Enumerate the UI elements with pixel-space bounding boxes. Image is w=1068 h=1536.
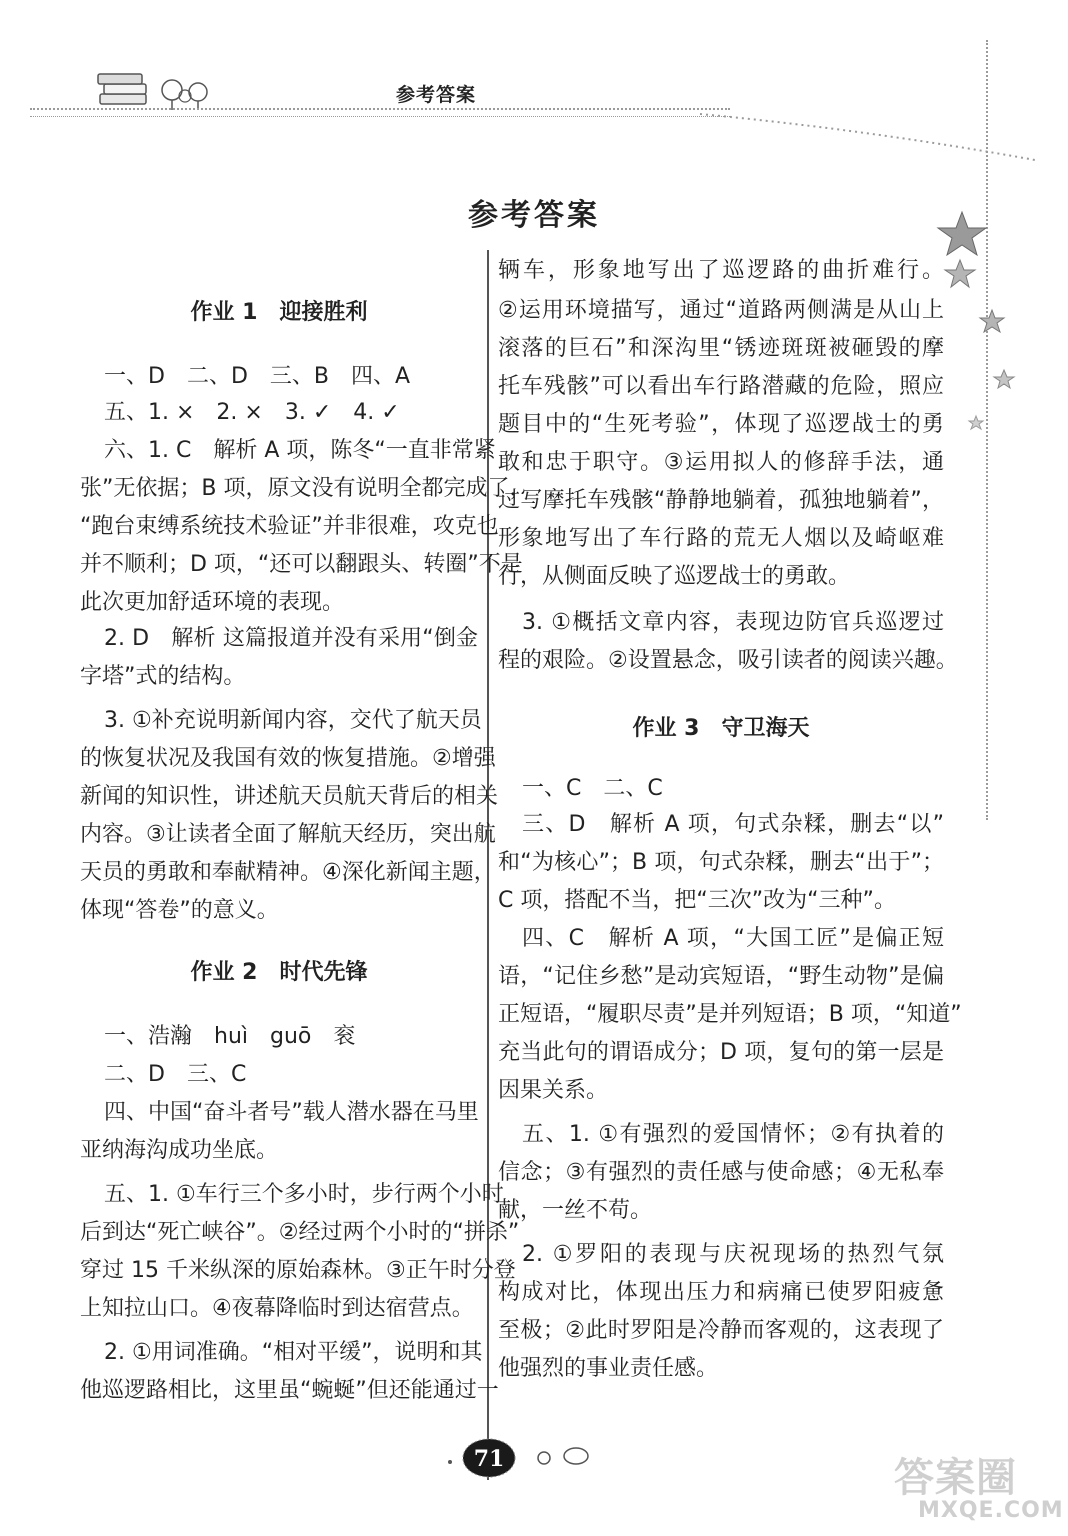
watermark-text: 答案圈 (894, 1455, 1017, 1501)
text-line: 3. ①概括文章内容，表现边防官兵巡逻过 (522, 610, 944, 635)
text-line: 五、1. ①有强烈的爱国情怀；②有执着的 (522, 1122, 944, 1147)
text-line: 行，从侧面反映了巡逻战士的勇敢。 (498, 564, 851, 589)
text-line: 的恢复状况及我国有效的恢复措施。②增强 (80, 746, 496, 771)
text-line: 五、1. ①车行三个多小时，步行两个小时 (104, 1182, 504, 1207)
text-line: 他强烈的事业责任感。 (498, 1356, 719, 1381)
text-line: 此次更加舒适环境的表现。 (80, 590, 345, 615)
text-line: 敢和忠于职守。③运用拟人的修辞手法，通 (498, 450, 944, 475)
text-line: 张”无依据；B 项，原文没有说明全都完成了， (80, 476, 532, 501)
text-line: 一、浩瀚 huì guō 衮 (104, 1024, 356, 1049)
text-line: 一、C 二、C (522, 776, 663, 801)
text-line: 穿过 15 千米纵深的原始森林。③正午时分登 (80, 1258, 516, 1283)
text-line: 五、1. × 2. × 3. ✓ 4. ✓ (104, 400, 400, 425)
text-line: 四、中国“奋斗者号”载人潜水器在马里 (104, 1100, 479, 1125)
header-curve-line (700, 100, 1040, 170)
text-line: 内容。③让读者全面了解航天经历，突出航 (80, 822, 496, 847)
text-line: 上知拉山口。④夜幕降临时到达宿营点。 (80, 1296, 474, 1321)
watermark-logo (888, 1446, 1064, 1530)
page-number: 71 (473, 1446, 505, 1472)
text-line: “跑台束缚系统技术验证”并非很难，攻克也 (80, 514, 499, 539)
text-line: ②运用环境描写，通过“道路两侧满是从山上 (498, 298, 944, 323)
text-line: 构成对比，体现出压力和病痛已使罗阳疲惫 (498, 1280, 944, 1305)
text-line: 和“为核心”；B 项，句式杂糅，删去“出于”； (498, 850, 944, 875)
text-line: 辆车，形象地写出了巡逻路的曲折难行。 (498, 258, 944, 283)
text-line: 2. ①用词准确。“相对平缓”，说明和其 (104, 1340, 483, 1365)
text-line: 托车残骸”可以看出车行路潜藏的危险，照应 (498, 374, 944, 399)
text-line: 四、C 解析 A 项，“大国工匠”是偏正短 (522, 926, 944, 951)
text-line: 后到达“死亡峡谷”。②经过两个小时的“拼杀” (80, 1220, 520, 1245)
text-line: 字塔”式的结构。 (80, 664, 246, 689)
section-heading: 作业 1 迎接胜利 (190, 300, 368, 325)
text-line: 正短语，“履职尽责”是并列短语；B 项，“知道” (498, 1002, 962, 1027)
header-dotted-line (30, 108, 730, 110)
books-trees-logo (96, 68, 226, 118)
text-line: 形象地写出了车行路的荒无人烟以及崎岖难 (498, 526, 944, 551)
page-title: 参考答案 (468, 198, 600, 233)
text-line: 献，一丝不苟。 (498, 1198, 653, 1223)
section-heading: 作业 2 时代先锋 (190, 960, 368, 985)
text-line: 信念；③有强烈的责任感与使命感；④无私奉 (498, 1160, 944, 1185)
text-line: 2. ①罗阳的表现与庆祝现场的热烈气氛 (522, 1242, 944, 1267)
text-line: 程的艰险。②设置悬念，吸引读者的阅读兴趣。 (498, 648, 958, 673)
text-line: 滚落的巨石”和深沟里“锈迹斑斑被砸毁的摩 (498, 336, 944, 361)
page-number-decoration (440, 1440, 600, 1480)
watermark-url: MXQE.COM (918, 1498, 1064, 1523)
text-line: 过写摩托车残骸“静静地躺着，孤独地躺着”， (498, 488, 944, 513)
text-line: 题目中的“生死考验”，体现了巡逻战士的勇 (498, 412, 944, 437)
text-line: 充当此句的谓语成分；D 项，复句的第一层是 (498, 1040, 944, 1065)
text-line: 并不顺利；D 项，“还可以翻跟头、转圈”不是 (80, 552, 523, 577)
text-line: 天员的勇敢和奉献精神。④深化新闻主题， (80, 860, 496, 885)
text-line: 亚纳海沟成功坐底。 (80, 1138, 279, 1163)
header-dotted-line-2 (30, 116, 730, 117)
text-line: 二、D 三、C (104, 1062, 247, 1087)
text-line: 体现“答卷”的意义。 (80, 898, 279, 923)
text-line: 三、D 解析 A 项，句式杂糅，删去“以” (522, 812, 944, 837)
text-line: 语，“记住乡愁”是动宾短语，“野生动物”是偏 (498, 964, 944, 989)
text-line: 六、1. C 解析 A 项，陈冬“一直非常紧 (104, 438, 496, 463)
header-title: 参考答案 (396, 84, 477, 106)
text-line: 3. ①补充说明新闻内容，交代了航天员 (104, 708, 482, 733)
text-line: 至极；②此时罗阳是冷静而客观的，这表现了 (498, 1318, 944, 1343)
text-line: 2. D 解析 这篇报道并没有采用“倒金 (104, 626, 478, 651)
text-line: C 项，搭配不当，把“三次”改为“三种”。 (498, 888, 896, 913)
text-line: 因果关系。 (498, 1078, 609, 1103)
section-heading: 作业 3 守卫海天 (632, 716, 810, 741)
text-line: 他巡逻路相比，这里虽“蜿蜒”但还能通过一 (80, 1378, 499, 1403)
text-line: 新闻的知识性，讲述航天员航天背后的相关 (80, 784, 499, 809)
text-line: 一、D 二、D 三、B 四、A (104, 364, 411, 389)
